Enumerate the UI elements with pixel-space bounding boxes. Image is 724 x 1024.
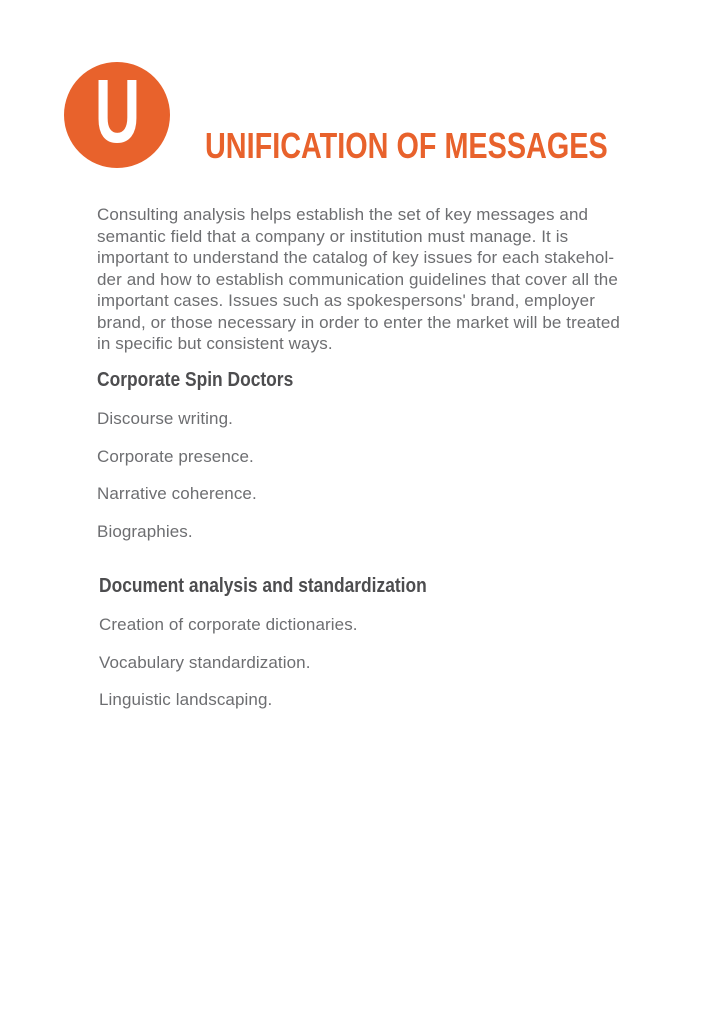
list-item: Corporate presence. bbox=[97, 446, 254, 466]
letter-badge bbox=[64, 62, 170, 168]
list-item: Vocabulary standardization. bbox=[99, 652, 311, 672]
section-item-list bbox=[99, 614, 476, 710]
section-corporate-spin-doctors bbox=[97, 368, 323, 558]
list-item: Discourse writing. bbox=[97, 409, 233, 428]
intro-line: important cases. Issues such as spokespersons' brand, employer bbox=[97, 291, 595, 310]
section-item-list bbox=[97, 408, 323, 542]
badge-letter: U bbox=[94, 62, 140, 162]
intro-line: der and how to establish communication guidelines that cover all the bbox=[97, 269, 618, 289]
list-item: Linguistic landscaping. bbox=[99, 690, 273, 709]
section-document-analysis bbox=[99, 574, 476, 727]
intro-line: important to understand the catalog of key issues for each stakehol- bbox=[97, 248, 615, 267]
section-heading: Document analysis and standardization bbox=[99, 575, 427, 597]
intro-line: brand, or those necessary in order to enter the market will be treated bbox=[97, 312, 620, 332]
intro-line: Consulting analysis helps establish the set of key messages and bbox=[97, 205, 589, 224]
intro-line: semantic field that a company or institution must manage. It is bbox=[97, 226, 569, 246]
page-title: UNIFICATION OF MESSAGES bbox=[205, 125, 608, 166]
list-item: Creation of corporate dictionaries. bbox=[99, 615, 358, 634]
intro-paragraph bbox=[97, 204, 620, 355]
intro-line: in specific but consistent ways. bbox=[97, 334, 333, 353]
list-item: Narrative coherence. bbox=[97, 484, 257, 503]
list-item: Biographies. bbox=[97, 521, 193, 541]
section-heading: Corporate Spin Doctors bbox=[97, 369, 294, 391]
